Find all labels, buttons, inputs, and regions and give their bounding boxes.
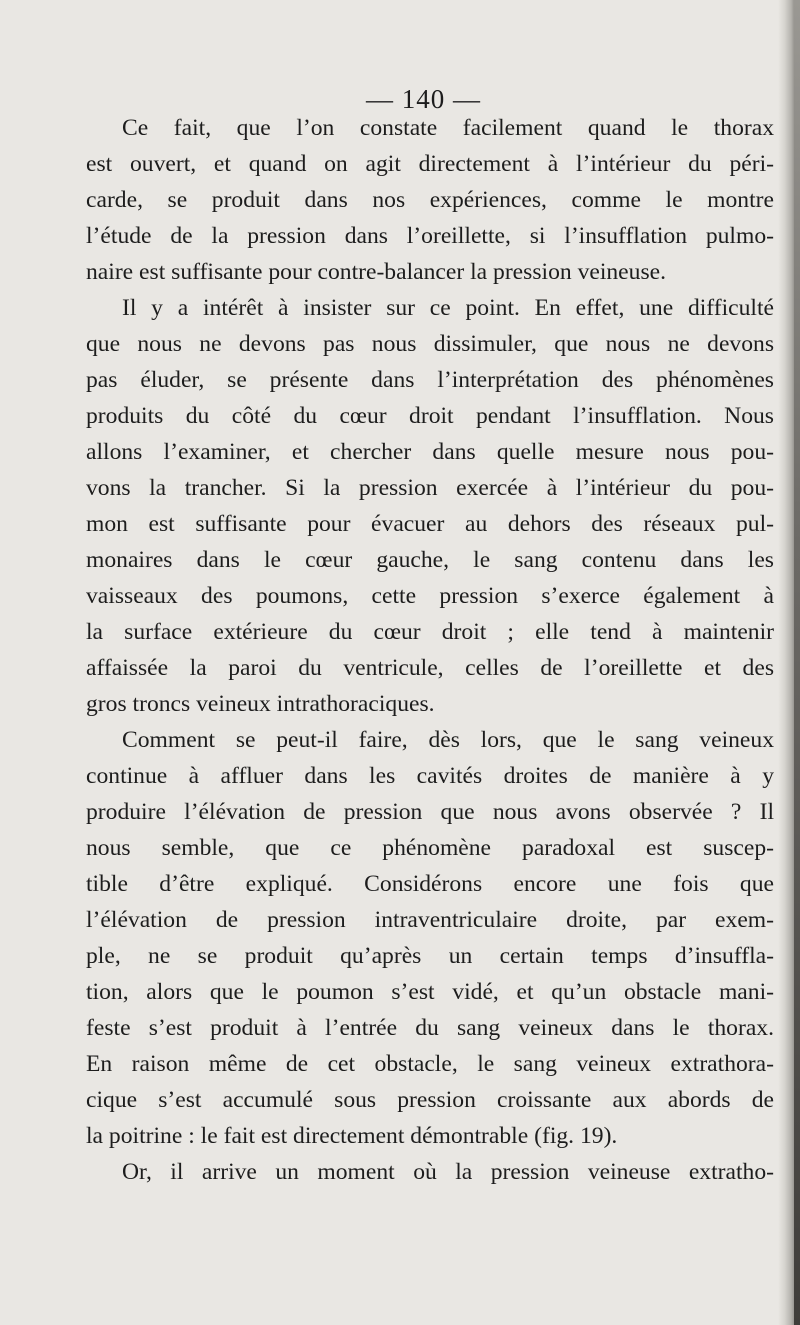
text-line: mon est suffisante pour évacuer au dehors des réseaux pul- <box>86 511 774 537</box>
text-line: Or, il arrive un moment où la pression veineuse extratho- <box>122 1159 774 1185</box>
text-line: gros troncs veineux intrathoraciques. <box>86 691 435 717</box>
text-line: vaisseaux des poumons, cette pression s’exerce également à <box>86 583 774 609</box>
text-line: Il y a intérêt à insister sur ce point. En effet, une difficulté <box>122 295 774 321</box>
text-line: est ouvert, et quand on agit directement à l’intérieur du péri- <box>86 151 774 177</box>
text-line: feste s’est produit à l’entrée du sang veineux dans le thorax. <box>86 1015 774 1041</box>
text-line: produits du côté du cœur droit pendant l’insufflation. Nous <box>86 403 774 429</box>
text-line: la poitrine : le fait est directement démontrable (fig. 19). <box>86 1123 618 1149</box>
text-line: naire est suffisante pour contre-balancer la pression veineuse. <box>86 259 667 285</box>
text-line: affaissée la paroi du ventricule, celles de l’oreillette et des <box>86 655 774 681</box>
text-line: Comment se peut-il faire, dès lors, que le sang veineux <box>122 727 774 753</box>
text-line: produire l’élévation de pression que nous avons observée ? Il <box>86 799 774 825</box>
text-line: ple, ne se produit qu’après un certain temps d’insuffla- <box>86 943 774 969</box>
text-line: nous semble, que ce phénomène paradoxal est suscep- <box>86 835 774 861</box>
text-line: continue à affluer dans les cavités droites de manière à y <box>86 763 774 789</box>
text-line: cique s’est accumulé sous pression croissante aux abords de <box>86 1087 774 1113</box>
text-line: tible d’être expliqué. Considérons encore une fois que <box>86 871 774 897</box>
text-line: l’étude de la pression dans l’oreillette, si l’insufflation pulmo- <box>86 223 774 249</box>
text-line: monaires dans le cœur gauche, le sang contenu dans les <box>86 547 774 573</box>
text-line: allons l’examiner, et chercher dans quelle mesure nous pou- <box>86 439 774 465</box>
text-line: En raison même de cet obstacle, le sang veineux extrathora- <box>86 1051 774 1077</box>
page-binding-edge <box>794 0 800 1325</box>
text-line: la surface extérieure du cœur droit ; elle tend à maintenir <box>86 619 774 645</box>
text-line: l’élévation de pression intraventriculaire droite, par exem- <box>86 907 774 933</box>
page-number: — 140 — <box>366 84 481 114</box>
text-line: Ce fait, que l’on constate facilement quand le thorax <box>122 115 774 141</box>
text-line: carde, se produit dans nos expériences, comme le montre <box>86 187 774 213</box>
text-line: que nous ne devons pas nous dissimuler, que nous ne devons <box>86 331 774 357</box>
text-line: tion, alors que le poumon s’est vidé, et qu’un obstacle mani- <box>86 979 774 1005</box>
text-line: vons la trancher. Si la pression exercée à l’intérieur du pou- <box>86 475 774 501</box>
text-line: pas éluder, se présente dans l’interprétation des phénomènes <box>86 367 774 393</box>
